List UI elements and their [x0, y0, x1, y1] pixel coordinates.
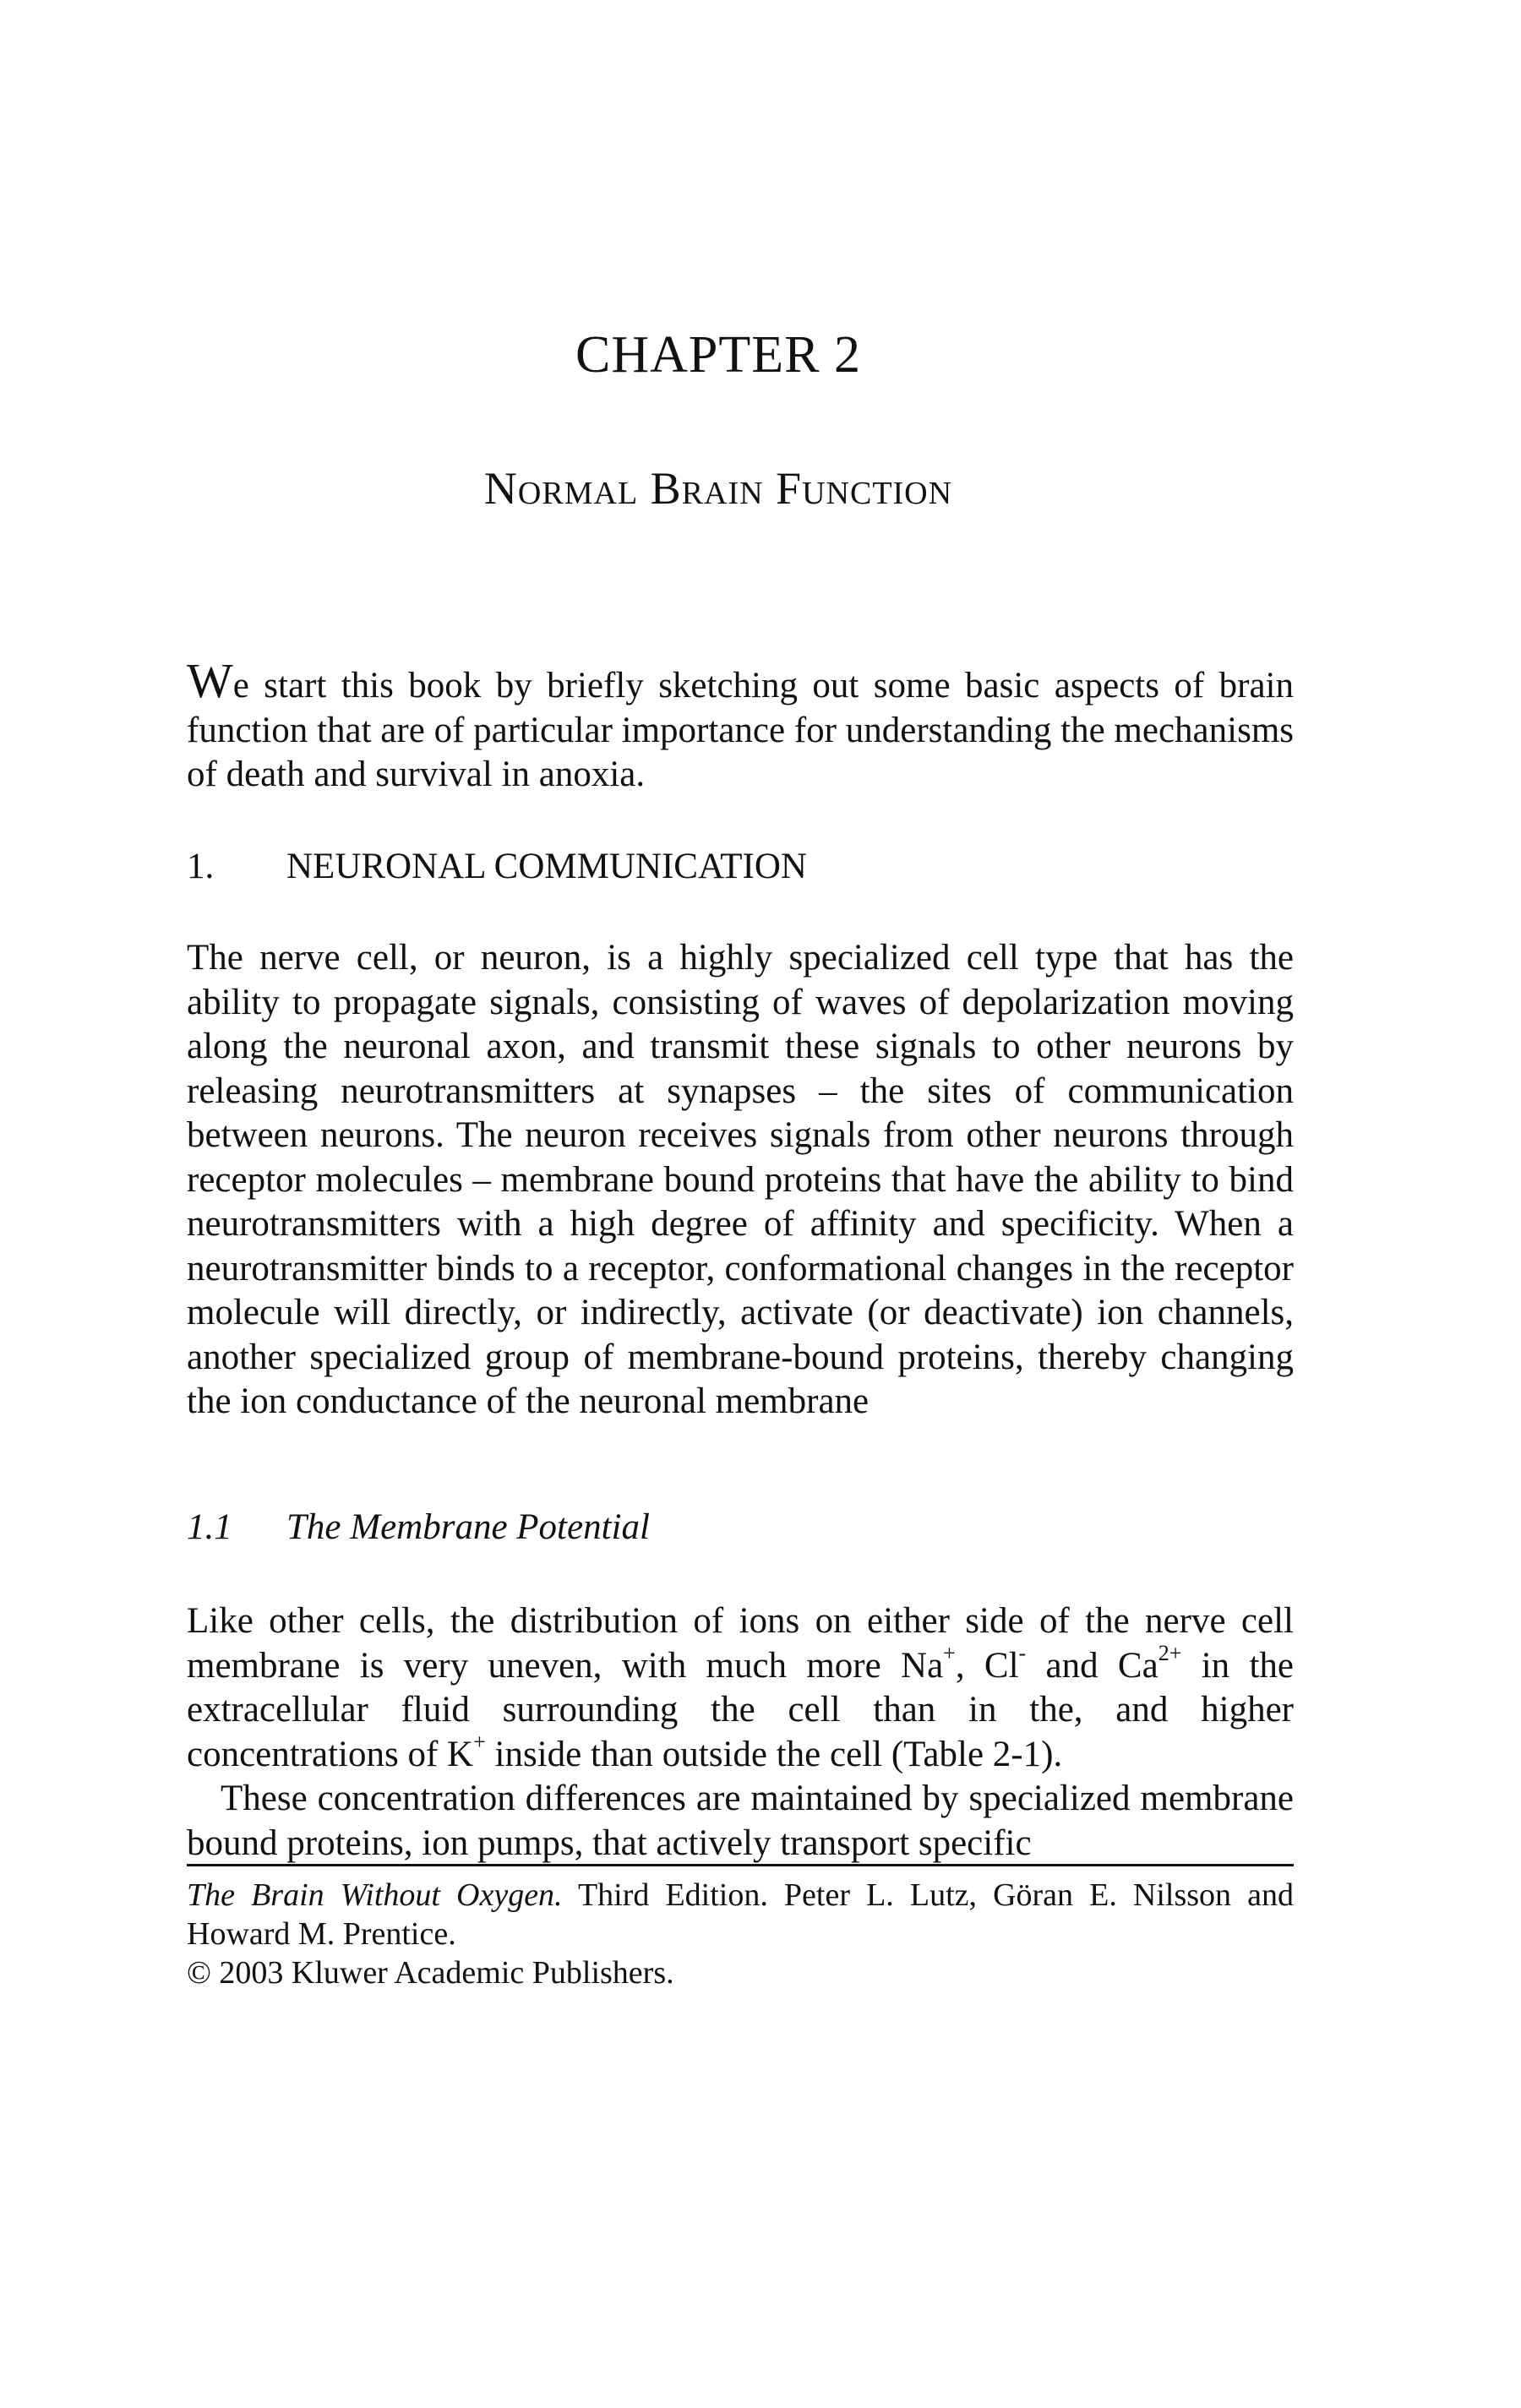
membrane-paragraph-2: These concentration differences are maintained by specialized membrane bound proteins, ion pumps, that actively transport specific — [187, 1779, 1294, 1863]
footnote-book-title: The Brain Without Oxygen. — [187, 1877, 563, 1913]
section-heading — [187, 845, 807, 889]
subsection-number: 1.1 — [187, 1507, 232, 1547]
footnote-divider — [187, 1864, 1294, 1866]
chapter-title: CHAPTER 2 — [575, 326, 861, 384]
subsection-title: The Membrane Potential — [286, 1507, 650, 1547]
text-run: in the extracellular fluid surrounding the cell than in the, and higher concentrations of K — [187, 1645, 1294, 1774]
footnote — [187, 1876, 1294, 1992]
intro-text: e start this book by briefly sketching out some basic aspects of brain function that are of particular importance for understanding the mechanisms of death and survival in anoxia. — [187, 666, 1294, 794]
ca-superscript: 2+ — [1158, 1641, 1182, 1666]
footnote-copyright: © 2003 Kluwer Academic Publishers. — [187, 1955, 674, 1991]
text-run: inside than outside the cell (Table 2-1). — [485, 1734, 1063, 1774]
subsection-heading — [187, 1506, 650, 1550]
section-title: NEURONAL COMMUNICATION — [286, 847, 807, 886]
dropcap: W — [187, 653, 233, 708]
membrane-paragraph-1 — [187, 1599, 1294, 1777]
section-number: 1. — [187, 847, 215, 886]
footnote-details: Third Edition. Peter L. Lutz, Göran E. Nilsson and Howard M. Prentice. — [187, 1877, 1294, 1952]
cl-superscript: - — [1018, 1641, 1027, 1666]
k-superscript: + — [473, 1730, 486, 1755]
text-run: , Cl — [955, 1645, 1019, 1686]
chapter-subtitle: Normal Brain Function — [483, 463, 953, 514]
intro-paragraph — [187, 653, 1294, 798]
na-superscript: + — [943, 1641, 956, 1666]
neuron-paragraph: The nerve cell, or neuron, is a highly specialized cell type that has the ability to propagate signals, consisting of waves of depolarization moving along the neuronal axon, and transmit these signals to other neurons by releasing neurotransmitters at synapses – the sites of communication between neurons. The neuron receives signals from other neurons through receptor molecules – membrane bound proteins that have the ability to bind neurotransmitters with a high degree of affinity and specificity. When a neurotransmitter binds to a receptor, conformational changes in the receptor molecule will directly, or indirectly, activate (or deactivate) ion channels, another specialized group of membrane-bound proteins, thereby changing the ion conductance of the neuronal membrane — [187, 938, 1294, 1421]
text-run: Like other cells, the distribution of ions on either side of the nerve cell membrane is very uneven, with much more Na — [187, 1601, 1294, 1686]
text-run: and Ca — [1026, 1645, 1158, 1686]
membrane-text — [187, 1599, 1294, 1866]
